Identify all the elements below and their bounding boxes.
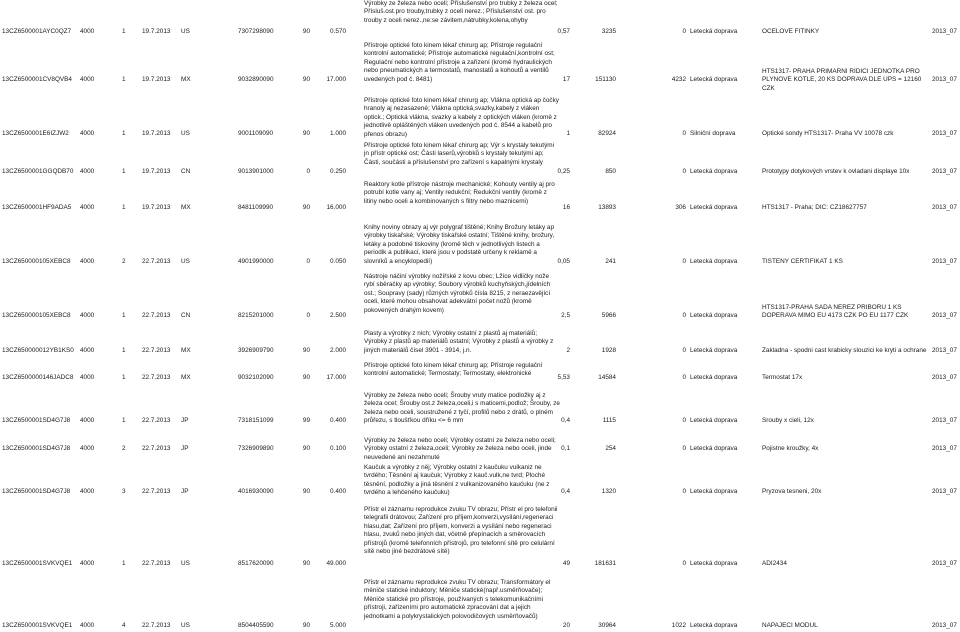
customs-office: 4000	[80, 258, 95, 265]
customs-office: 4000	[80, 28, 95, 35]
tariff-code: 8517620090	[238, 560, 274, 567]
declaration-date: 22.7.2013	[142, 622, 171, 629]
origin-country: JP	[181, 488, 189, 495]
declared-value: 0.400	[330, 488, 346, 495]
transport-mode: Letecká doprava	[690, 488, 738, 495]
statistical-value: 13893	[598, 204, 616, 211]
tariff-code: 7326909890	[238, 445, 274, 452]
statistical-value: 30964	[598, 622, 616, 629]
item-number: 4	[122, 622, 126, 629]
statistical-value: 1320	[601, 488, 616, 495]
record-code: 13CZ6500001SVKVQE1	[2, 622, 73, 629]
reporting-period: 2013_07	[932, 312, 957, 319]
transport-mode: Letecká doprava	[690, 560, 738, 567]
goods-note: Pryzova tesneni, 20x	[762, 488, 822, 495]
reporting-period: 2013_07	[932, 130, 957, 137]
statistical-value: 1115	[602, 417, 616, 424]
freight-cost: 0	[682, 374, 686, 381]
declaration-date: 22.7.2013	[142, 445, 171, 452]
reporting-period: 2013_07	[932, 204, 957, 211]
goods-note: Termostat 17x	[762, 374, 803, 381]
record-code: 13CZ6500001SD4G7J8	[2, 417, 71, 424]
tariff-code: 8215201000	[238, 312, 274, 319]
goods-note: HTS1317-PRAHA SADA NEREZ PRIBORU 1 KS DOPERAVA MIMO EU 4173 CZK PO EU 1177 CZK	[762, 304, 909, 320]
net-weight: 16	[562, 204, 570, 211]
goods-note: HTS1317- PRAHA PRIMARNI RIDICI JEDNOTKA PRO PLYNOVE KOTLE, 20 KS DOPRAVA DLE UPS = 12160 CZK	[762, 68, 922, 92]
package-code: 0	[306, 168, 310, 175]
net-weight: 17	[562, 76, 570, 83]
tariff-code: 9032102090	[238, 374, 274, 381]
declaration-date: 19.7.2013	[142, 76, 171, 83]
freight-cost: 1022	[671, 622, 686, 629]
origin-country: US	[181, 130, 190, 137]
reporting-period: 2013_07	[932, 258, 957, 265]
record-code: 13CZ6500001HF9ADA5	[2, 204, 72, 211]
statistical-value: 151130	[595, 76, 616, 83]
goods-description: Výrobky ze železa nebo oceli; Výrobky ostatní ze železa nebo oceli; Výrobky ostatní z železa,oceli; Výrobky ze železa nebo oceli, jinde neuvedené ani nezahrnuté	[364, 437, 556, 461]
customs-office: 4000	[80, 312, 95, 319]
net-weight: 20	[562, 622, 570, 629]
goods-description: Plasty a výrobky z nich; Výrobky ostatní z plastů aj materiálů; Výrobky z plastů ap materiálů ostatní; Výrobky z plastů a výrobky z jiných materiálů čísel 3901 - 3914, j.n.	[364, 330, 554, 354]
transport-mode: Letecká doprava	[690, 28, 738, 35]
transport-mode: Letecká doprava	[690, 417, 738, 424]
declared-value: 17.000	[326, 76, 346, 83]
declared-value: 5.000	[330, 622, 346, 629]
goods-description: Přístroje optické foto kinem lékař chirurg ap; Přístroje regulační kontrolní automatické; Přístroje automatické regulační,kontrolní ost; Regulační nebo kontrolní přístroje a zařízení (kromě hydraulických nebo pneumatických a termostatů, manostatů a kohoutů a ventilů uvedených pod č. 8481)	[364, 42, 555, 83]
item-number: 2	[122, 258, 126, 265]
reporting-period: 2013_07	[932, 374, 957, 381]
freight-cost: 4232	[671, 76, 686, 83]
origin-country: US	[181, 258, 190, 265]
statistical-value: 1928	[601, 347, 616, 354]
declared-value: 0.050	[330, 258, 346, 265]
package-code: 90	[302, 560, 310, 567]
package-code: 90	[302, 76, 310, 83]
statistical-value: 3235	[601, 28, 616, 35]
goods-note: HTS1317 - Praha; DIC: CZ18627757	[762, 204, 867, 211]
customs-office: 4000	[80, 130, 95, 137]
declared-value: 49.000	[326, 560, 346, 567]
record-code: 13CZ6500001CV8QVB4	[2, 76, 72, 83]
declared-value: 0.250	[330, 168, 346, 175]
goods-note: NAPAJECI MODUL	[762, 622, 818, 629]
item-number: 1	[122, 417, 126, 424]
statistical-value: 82924	[598, 130, 616, 137]
declaration-date: 22.7.2013	[142, 347, 171, 354]
goods-description: Kaučuk a výrobky z něj; Výrobky ostatní z kaučuku vulkaniz ne tvrdého; Těsnění aj kaučuk; Výrobky z kauč.vulk,ne tvrd; Ploché těsnění, podložky a jiná těsnění z vulkanizovaného kaučuku (ne z tvrdého a lehčeného kaučuku)	[364, 464, 550, 497]
item-number: 3	[122, 488, 126, 495]
goods-description: Přístroje optické foto kinem lékař chirurg ap; Vlákna optická ap čočky hranoly aj nezasazené; Vlákna optická,svazky,kabely z vláken optick.; Optická vlákna, svazky a kabely z optických vláken (kromě z jednotlivě opláštěných vláken uvedených pod č. 8544 a kabelů pro přenos obrazu)	[364, 97, 560, 138]
freight-cost: 0	[682, 312, 686, 319]
goods-description: Výrobky ze železa nebo oceli; Příslušenství pro trubky z železa ocel; Přísluš.ost.pro trouby,trubky z oceli nerez.; Příslušenství ost. pro trouby z oceli nerez.,ne:se závitem,nátrubky,kolena,ohyby	[364, 0, 558, 24]
goods-description: Reaktory kotle přístroje nástroje mechanické; Kohouty ventily aj pro potrubí kotle vany aj; Ventily redukční; Redukční ventily (kromě z litiny nebo oceli a kombinovaných s filtry nebo maznicemi)	[364, 181, 555, 205]
freight-cost: 306	[675, 204, 686, 211]
record-code: 13CZ6500000146JADC8	[2, 374, 74, 381]
package-code: 90	[302, 28, 310, 35]
net-weight: 0,05	[557, 258, 570, 265]
declaration-date: 19.7.2013	[142, 204, 171, 211]
goods-description: Nástroje náčiní výrobky nožířské z kovu obec; Lžíce vidličky nože rybí sběračky ap výrobky; Soubory výrobků kuchyňských,jídelních ost.; Soupravy (sady) různých výrobků čísla 8215, z neraezavějící oceli, které mohou obsahovat adekvátní počet nožů (kromě pokovených drahým kovem)	[364, 273, 551, 314]
package-code: 90	[302, 445, 310, 452]
reporting-period: 2013_07	[932, 28, 957, 35]
transport-mode: Letecká doprava	[690, 312, 738, 319]
tariff-code: 4901990000	[238, 258, 274, 265]
reporting-period: 2013_07	[932, 445, 957, 452]
freight-cost: 0	[682, 28, 686, 35]
tariff-code: 9013901000	[238, 168, 274, 175]
statistical-value: 5966	[601, 312, 616, 319]
freight-cost: 0	[682, 417, 686, 424]
declared-value: 2.500	[330, 312, 346, 319]
declared-value: 16.000	[326, 204, 346, 211]
goods-description: Přístroje optické foto kinem lékař chirurg ap; Přístroje regulační kontrolní automatické; Termostaty; Termostaty, elektronické	[364, 362, 543, 378]
tariff-code: 4016930090	[238, 488, 274, 495]
net-weight: 0,1	[561, 445, 570, 452]
goods-description: Přístr el záznamu reprodukce zvuku TV obrazu; Transformátory el měniče statické induktory; Měniče statické(např.usměrňovače); Měniče statické pro přístroje, používaných s telekomunikačními přístroji, zařízeními pro automatické zpracování dat a jejich jednotkami a polykrystalických polovodičových usměrňovačů)	[364, 579, 551, 620]
customs-office: 4000	[80, 560, 95, 567]
goods-description: Knihy noviny obrazy aj výr polygraf tištěné; Knihy Brožury letáky ap výrobky tiskařské; Výrobky tiskařské ostatní; Tištěné knihy, brožury, letáky a podobné tiskoviny (kromě těch v jednotlivých listech a periodik a publikací, které jsou v podstatě určeny k reklamě a slovníků a encyklopedií)	[364, 224, 555, 265]
declared-value: 17.000	[326, 374, 346, 381]
goods-note: Optické sondy HTS1317- Praha VV 10078 czk	[762, 130, 894, 137]
net-weight: 0,4	[561, 417, 570, 424]
goods-note: ADI2434	[762, 560, 787, 567]
reporting-period: 2013_07	[932, 488, 957, 495]
transport-mode: Letecká doprava	[690, 445, 738, 452]
declaration-date: 22.7.2013	[142, 560, 171, 567]
item-number: 1	[122, 374, 126, 381]
freight-cost: 0	[682, 560, 686, 567]
reporting-period: 2013_07	[932, 347, 957, 354]
declared-value: 2.000	[330, 347, 346, 354]
origin-country: JP	[181, 445, 189, 452]
goods-description: Přístroje optické foto kinem lékař chirurg ap; Výr s krystaly tekutými jn přístr optické ost; Části laserů,výrobků s krystaly tekutými ap; Části, součásti a příslušenství pro zařízení s kapalnými krystaly	[364, 142, 555, 166]
declaration-date: 22.7.2013	[142, 417, 171, 424]
record-code: 13CZ650000012YB1KS0	[2, 347, 74, 354]
package-code: 90	[302, 488, 310, 495]
transport-mode: Letecká doprava	[690, 374, 738, 381]
package-code: 90	[302, 374, 310, 381]
record-code: 13CZ650000105XEBC8	[2, 312, 71, 319]
goods-note: OCELOVE FITINKY	[762, 28, 820, 35]
record-code: 13CZ6500001E6IZJW2	[2, 130, 69, 137]
goods-description: Výrobky ze železa nebo oceli; Šrouby vruty matice podložky aj z železa ocel; Šrouby ost.z železa,oceli,i s maticemi,podlož; Šrouby, ze železa nebo oceli, soustružené z tyčí, profilů nebo z drátů, o plném průřezu, s tloušťkou dříku <= 6 mm	[364, 392, 560, 425]
statistical-value: 14584	[598, 374, 616, 381]
tariff-code: 9001109090	[238, 130, 274, 137]
freight-cost: 0	[682, 488, 686, 495]
net-weight: 1	[566, 130, 570, 137]
customs-office: 4000	[80, 76, 95, 83]
tariff-code: 8481109990	[238, 204, 274, 211]
goods-description: Přístr el záznamu reprodukce zvuku TV obrazu; Přístr el pro telefonii telegrafii drátovou; Zařízení pro příjem,konverzi,vysílání,regeneraci hlasu,dat; Zařízení pro příjem, konverzi a vysílání nebo regeneraci hlasu, zvuků nebo jiných dat, včetně přepínacích a směrovacích přístrojů (kromě telefonních přístrojů, pro telefonní sítě pro celulární sítě nebo jiné bezdrátové sítě)	[364, 506, 558, 556]
record-code: 13CZ650000105XEBC8	[2, 258, 71, 265]
freight-cost: 0	[682, 258, 686, 265]
record-code: 13CZ6500001SVKVQE1	[2, 560, 73, 567]
statistical-value: 181631	[594, 560, 616, 567]
goods-note: TISTENY CERTIFIKAT 1 KS	[762, 258, 843, 265]
tariff-code: 7318151099	[238, 417, 274, 424]
origin-country: MX	[181, 374, 191, 381]
transport-mode: Letecká doprava	[690, 622, 738, 629]
transport-mode: Letecká doprava	[690, 168, 738, 175]
net-weight: 0,57	[557, 28, 570, 35]
declared-value: 1.000	[330, 130, 346, 137]
declared-value: 0.400	[330, 417, 346, 424]
customs-office: 4000	[80, 168, 95, 175]
transport-mode: Letecká doprava	[690, 76, 738, 83]
declared-value: 0.100	[330, 445, 346, 452]
reporting-period: 2013_07	[932, 76, 957, 83]
record-code: 13CZ6500001GGQDB70	[2, 168, 74, 175]
package-code: 99	[302, 417, 310, 424]
statistical-value: 254	[605, 445, 616, 452]
package-code: 90	[302, 347, 310, 354]
declaration-date: 19.7.2013	[142, 168, 171, 175]
reporting-period: 2013_07	[932, 622, 957, 629]
transport-mode: Letecká doprava	[690, 347, 738, 354]
goods-note: Srouby x cieli, 12x	[762, 417, 814, 424]
transport-mode: Letecká doprava	[690, 258, 738, 265]
transport-mode: Letecká doprava	[690, 204, 738, 211]
origin-country: CN	[181, 312, 191, 319]
net-weight: 49	[562, 560, 570, 567]
item-number: 1	[122, 130, 126, 137]
net-weight: 2	[566, 347, 570, 354]
customs-office: 4000	[80, 347, 95, 354]
reporting-period: 2013_07	[932, 417, 957, 424]
tariff-code: 7307298090	[238, 28, 274, 35]
origin-country: CN	[181, 168, 191, 175]
package-code: 90	[302, 622, 310, 629]
declaration-date: 19.7.2013	[142, 28, 171, 35]
customs-office: 4000	[80, 488, 95, 495]
customs-office: 4000	[80, 417, 95, 424]
item-number: 1	[122, 312, 126, 319]
package-code: 90	[302, 130, 310, 137]
record-code: 13CZ6500001SD4G7J8	[2, 445, 71, 452]
origin-country: MX	[181, 204, 191, 211]
item-number: 2	[122, 445, 126, 452]
item-number: 1	[122, 347, 126, 354]
goods-note: Zakladna - spodni cast krabicky slouzici ke kryti a ochrane	[762, 347, 927, 354]
freight-cost: 0	[682, 445, 686, 452]
freight-cost: 0	[682, 168, 686, 175]
declaration-date: 22.7.2013	[142, 374, 171, 381]
item-number: 1	[122, 204, 126, 211]
tariff-code: 9032890090	[238, 76, 274, 83]
tariff-code: 8504405590	[238, 622, 274, 629]
item-number: 1	[122, 76, 126, 83]
declaration-date: 22.7.2013	[142, 312, 171, 319]
record-code: 13CZ6500001SD4G7J8	[2, 488, 71, 495]
net-weight: 2,5	[561, 312, 570, 319]
origin-country: MX	[181, 76, 191, 83]
package-code: 0	[306, 312, 310, 319]
origin-country: US	[181, 622, 190, 629]
declaration-date: 22.7.2013	[142, 488, 171, 495]
transport-mode: Silniční doprava	[690, 130, 736, 137]
origin-country: MX	[181, 347, 191, 354]
origin-country: JP	[181, 417, 189, 424]
item-number: 1	[122, 28, 126, 35]
item-number: 1	[122, 560, 126, 567]
goods-note: Prototypy dotykových vrstev k ovladani displaye 10x	[762, 168, 910, 175]
origin-country: US	[181, 28, 190, 35]
net-weight: 5,53	[557, 374, 570, 381]
customs-office: 4000	[80, 445, 95, 452]
declared-value: 0.570	[330, 28, 346, 35]
statistical-value: 850	[605, 168, 616, 175]
reporting-period: 2013_07	[932, 168, 957, 175]
customs-office: 4000	[80, 204, 95, 211]
record-code: 13CZ6500001AYC0QZ7	[2, 28, 72, 35]
customs-office: 4000	[80, 622, 95, 629]
statistical-value: 241	[605, 258, 616, 265]
package-code: 0	[306, 258, 310, 265]
item-number: 1	[122, 168, 126, 175]
origin-country: US	[181, 560, 190, 567]
reporting-period: 2013_07	[932, 560, 957, 567]
net-weight: 0,25	[557, 168, 570, 175]
declaration-date: 22.7.2013	[142, 258, 171, 265]
freight-cost: 0	[682, 130, 686, 137]
net-weight: 0,4	[561, 488, 570, 495]
tariff-code: 3926909790	[238, 347, 274, 354]
freight-cost: 0	[682, 347, 686, 354]
package-code: 90	[302, 204, 310, 211]
declaration-date: 19.7.2013	[142, 130, 171, 137]
goods-note: Pojistne kroužky, 4x	[762, 445, 819, 452]
customs-office: 4000	[80, 374, 95, 381]
